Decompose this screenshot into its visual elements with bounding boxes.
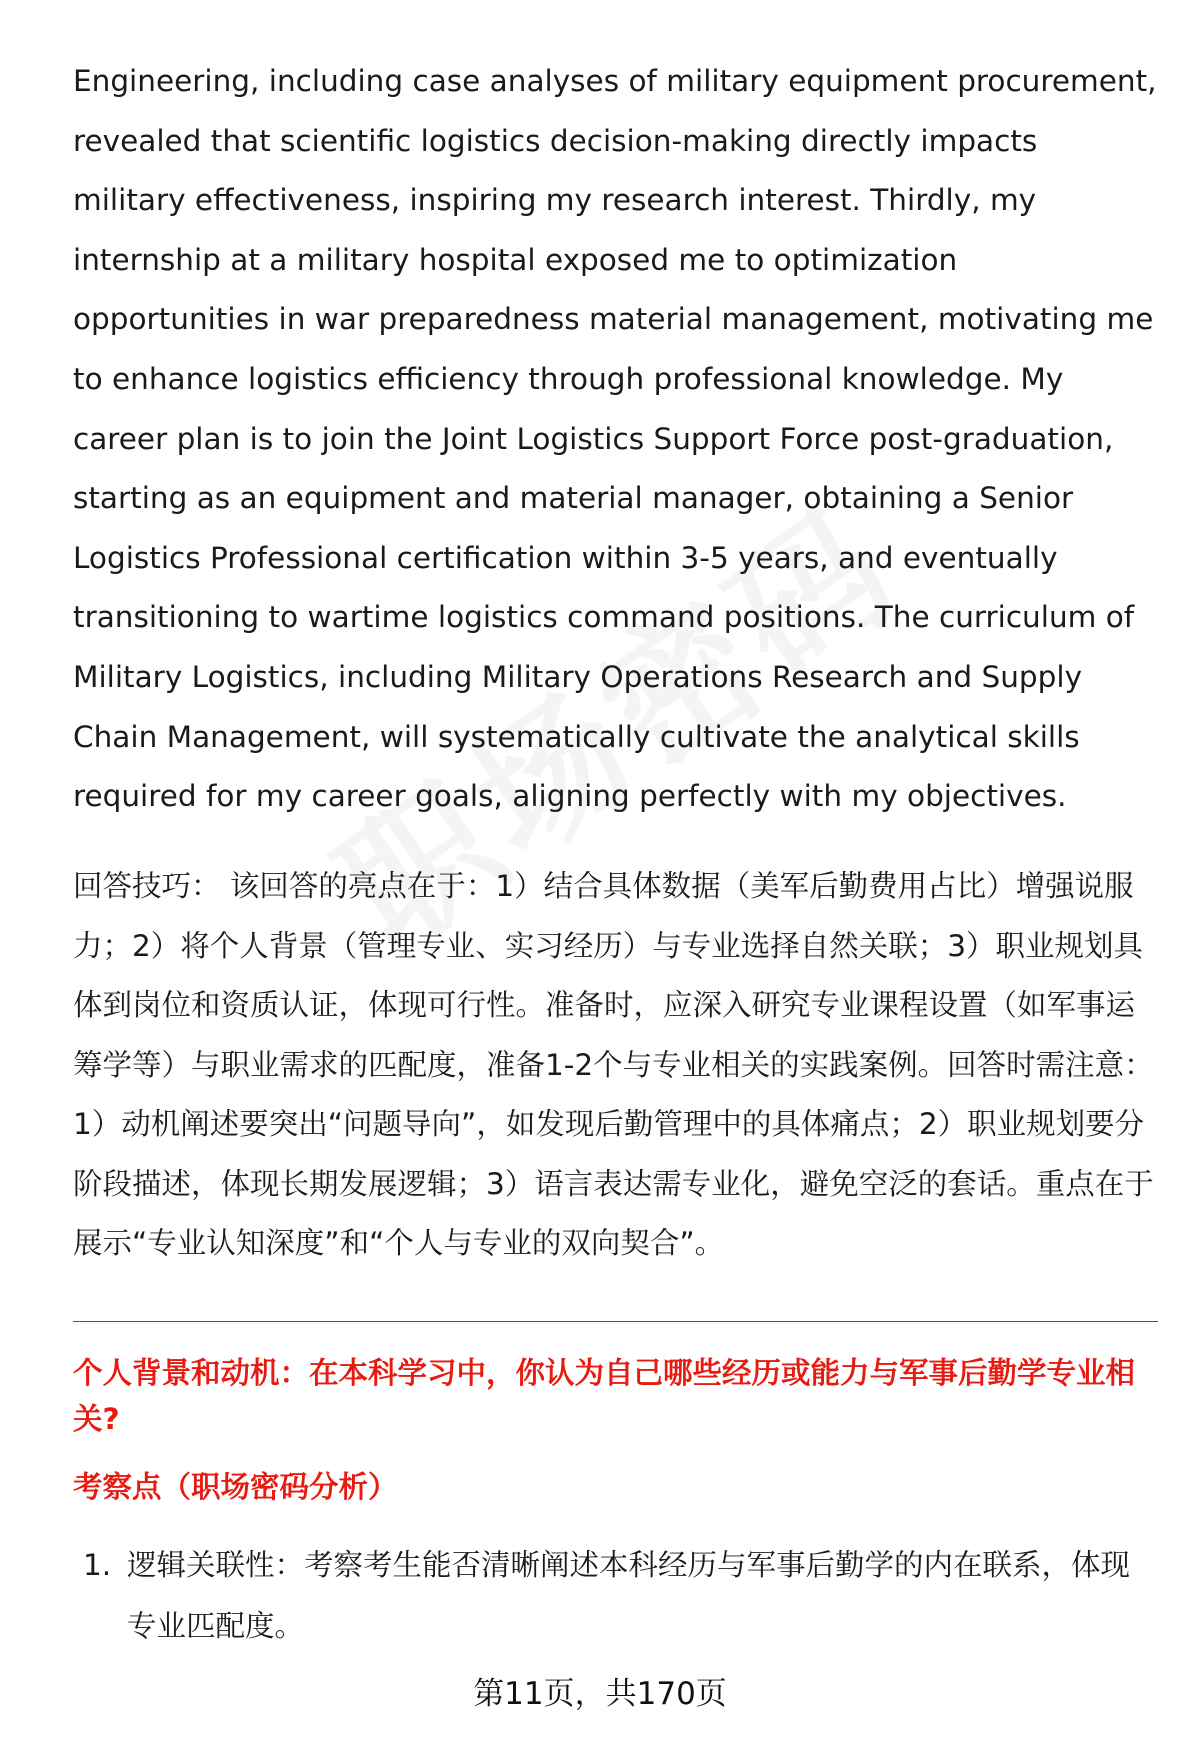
assessment-points-list bbox=[73, 1535, 1158, 1657]
section-divider bbox=[73, 1321, 1158, 1322]
list-item-number: 1. bbox=[83, 1548, 112, 1582]
assessment-points-heading: 考察点（职场密码分析） bbox=[73, 1470, 398, 1504]
page-number-footer: 第11页，共170页 bbox=[473, 1676, 727, 1712]
list-item bbox=[73, 1535, 1158, 1657]
list-item-text: 逻辑关联性：考察考生能否清晰阐述本科经历与军事后勤学的内在联系，体现专业匹配度。 bbox=[127, 1548, 1131, 1643]
answer-tips-paragraph: 回答技巧： 该回答的亮点在于：1）结合具体数据（美军后勤费用占比）增强说服力；2）将个人背景（管理专业、实习经历）与专业选择自然关联；3）职业规划具体到岗位和资质认证，体现可行性。准备时，应深入研究专业课程设置（如军事运筹学等）与职业需求的匹配度，准备1-2个与专业相关的实践案例。回答时需注意：1）动机阐述要突出“问题导向”，如发现后勤管理中的具体痛点；2）职业规划要分阶段描述，体现长期发展逻辑；3）语言表达需专业化，避免空泛的套话。重点在于展示“专业认知深度”和“个人与专业的双向契合”。 bbox=[73, 869, 1154, 1260]
question-heading: 个人背景和动机：在本科学习中，你认为自己哪些经历或能力与军事后勤学专业相关? bbox=[73, 1356, 1136, 1436]
english-answer-paragraph: Engineering, including case analyses of military equipment procurement, revealed that scientific logistics decision-making directly impacts military effectiveness, inspiring my research interest. Thirdly, my internship at a military hospital exposed me to optimization opportunities in war preparedness material management, motivating me to enhance logistics efficiency through professional knowledge. My career plan is to join the Joint Logistics Support Force post-graduation, starting as an equipment and material manager, obtaining a Senior Logistics Professional certification within 3-5 years, and eventually transitioning to wartime logistics command positions. The curriculum of Military Logistics, including Military Operations Research and Supply Chain Management, will systematically cultivate the analytical skills required for my career goals, aligning perfectly with my objectives. bbox=[73, 64, 1157, 814]
